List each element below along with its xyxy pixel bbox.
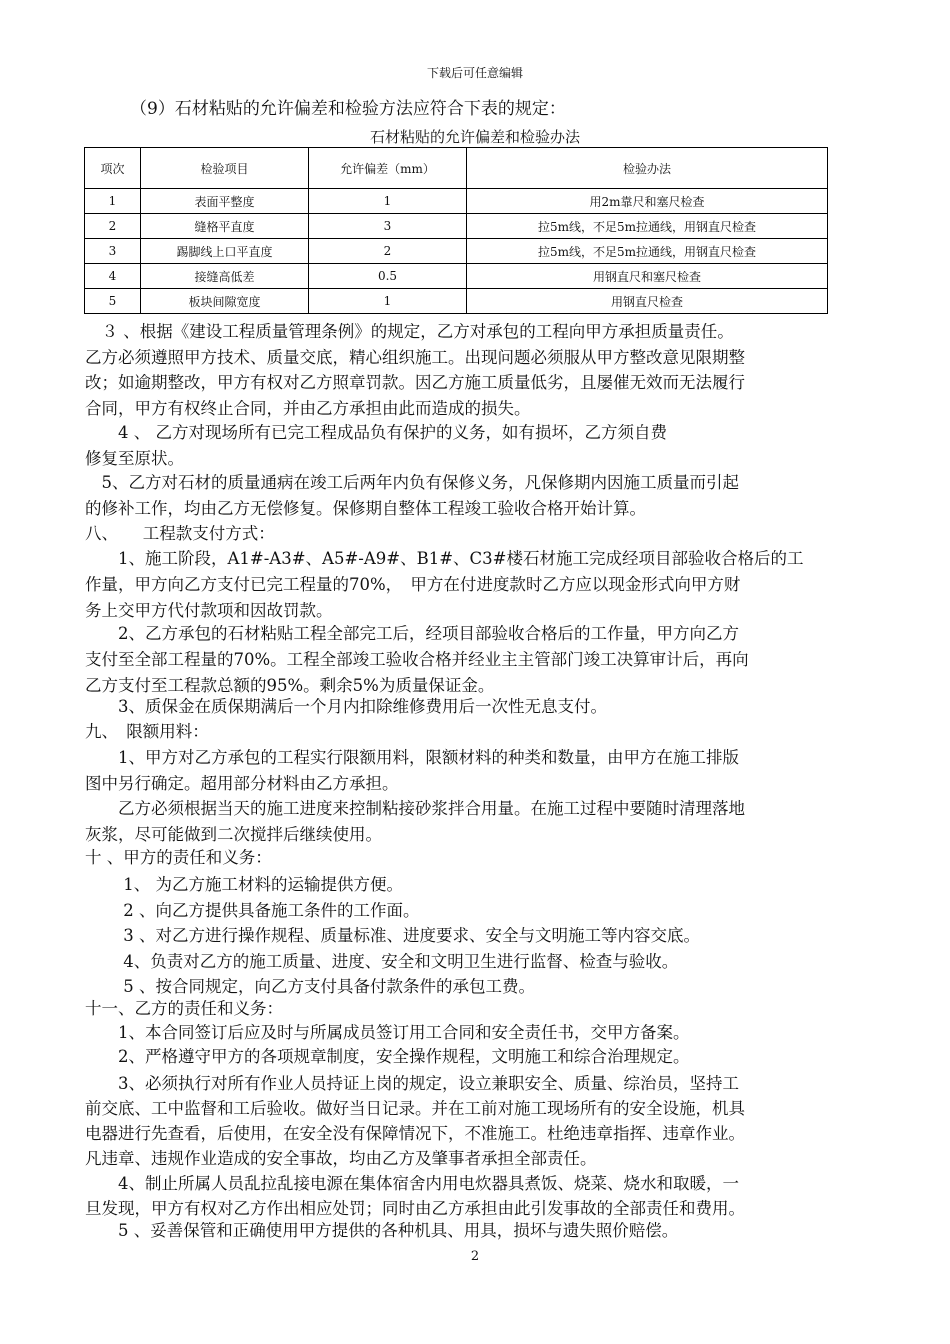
list-item: 1、 为乙方施工材料的运输提供方便。 <box>85 875 403 894</box>
section-8-item-1 <box>85 546 885 624</box>
list-item: 3 、对乙方进行操作规程、质量标准、进度要求、安全与文明施工等内容交底。 <box>85 926 700 945</box>
table-caption: 石材粘贴的允许偏差和检验办法 <box>369 128 580 146</box>
paragraph-line: 修复至原状。 <box>85 449 184 468</box>
section-11-item-5: 5 、妥善保管和正确使用甲方提供的各种机具、用具，损坏与遗失照价赔偿。 <box>85 1221 679 1240</box>
table-cell: 0.5 <box>309 264 467 289</box>
table-cell: 1 <box>85 189 141 214</box>
section-11-heading: 十一、乙方的责任和义务： <box>85 999 283 1018</box>
paragraph-line: 旦发现，甲方有权对乙方作出相应处罚；同时由乙方承担由此引发事故的全部责任和费用。 <box>85 1199 745 1218</box>
paragraph-line: ３ 、根据《建设工程质量管理条例》的规定，乙方对承包的工程向甲方承担质量责任。 <box>85 322 734 341</box>
section-11-item-4 <box>85 1171 885 1221</box>
paragraph-line: 的修补工作，均由乙方无偿修复。保修期自整体工程竣工验收合格开始计算。 <box>85 499 646 518</box>
paragraph-line: 1、甲方对乙方承包的工程实行限额用料，限额材料的种类和数量，由甲方在施工排版 <box>85 748 739 767</box>
paragraph-line: 2、乙方承包的石材粘贴工程全部完工后，经项目部验收合格后的工作量，甲方向乙方 <box>85 624 739 643</box>
section-8-item-2 <box>85 621 885 699</box>
table-header-cell: 检验项目 <box>141 148 309 189</box>
clause-4 <box>85 420 885 472</box>
section-10-items <box>85 872 885 1000</box>
table-header-row <box>85 148 828 189</box>
paragraph-line: 合同，甲方有权终止合同，并由乙方承担由此而造成的损失。 <box>85 398 531 418</box>
section-9-heading: 九、 限额用料： <box>85 722 209 741</box>
paragraph-line: 3、必须执行对所有作业人员持证上岗的规定，设立兼职安全、质量、综治员，坚持工 <box>85 1074 739 1093</box>
table-cell: 5 <box>85 289 141 314</box>
table-cell: 1 <box>309 289 467 314</box>
section-9-item-2 <box>85 796 885 848</box>
clause-5 <box>85 470 885 522</box>
table-cell: 用2m靠尺和塞尺检查 <box>467 189 828 214</box>
paragraph-line: 4 、 乙方对现场所有已完工程成品负有保护的义务，如有损坏，乙方须自费 <box>85 423 667 442</box>
table-cell: 表面平整度 <box>141 189 309 214</box>
section-9-item-1 <box>85 745 885 797</box>
section-11-item-3 <box>85 1071 885 1171</box>
section-11-item-1: 1、本合同签订后应及时与所属成员签订用工合同和安全责任书，交甲方备案。 <box>85 1023 690 1042</box>
table-cell: 用钢直尺和塞尺检查 <box>467 264 828 289</box>
paragraph-line: 灰浆，尽可能做到二次搅拌后继续使用。 <box>85 825 382 844</box>
paragraph-line: 前交底、工中监督和工后验收。做好当日记录。并在工前对施工现场所有的安全设施，机具 <box>85 1099 745 1118</box>
paragraph-line: 4、制止所属人员乱拉乱接电源在集体宿舍内用电炊器具煮饭、烧菜、烧水和取暖，一 <box>85 1174 739 1193</box>
table-row <box>85 189 828 214</box>
page-number: 2 <box>470 1249 480 1264</box>
table-cell: 拉5m线，不足5m拉通线，用钢直尺检查 <box>467 239 828 264</box>
paragraph-line: 电器进行先查看，后使用，在安全没有保障情况下，不准施工。杜绝违章指挥、违章作业。 <box>85 1124 745 1143</box>
paragraph-line: 1、施工阶段，A1#-A3#、A5#-A9#、B1#、C3#楼石材施工完成经项目部验收合格后的工 <box>85 549 804 568</box>
table-cell: 踢脚线上口平直度 <box>141 239 309 264</box>
table-cell: 3 <box>85 239 141 264</box>
paragraph-line: 作量，甲方向乙方支付已完工程量的70%， 甲方在付进度款时乙方应以现金形式向甲方财 <box>85 575 741 594</box>
table-header-cell: 检验办法 <box>467 148 828 189</box>
table-cell: 1 <box>309 189 467 214</box>
list-item: 2 、向乙方提供具备施工条件的工作面。 <box>85 900 420 920</box>
table-cell: 3 <box>309 214 467 239</box>
paragraph-line: 支付至全部工程量的70%。工程全部竣工验收合格并经业主主管部门竣工决算审计后，再向 <box>85 650 749 669</box>
table-header-cell: 允许偏差（mm） <box>309 148 467 189</box>
table-cell: 缝格平直度 <box>141 214 309 239</box>
section-8-item-3: 3、质保金在质保期满后一个月内扣除维修费用后一次性无息支付。 <box>85 697 607 716</box>
list-item: 4、负责对乙方的施工质量、进度、安全和文明卫生进行监督、检查与验收。 <box>85 951 679 971</box>
table-cell: 2 <box>309 239 467 264</box>
intro-line: （9）石材粘贴的允许偏差和检验方法应符合下表的规定： <box>130 99 566 119</box>
section-8-heading: 八、 工程款支付方式： <box>85 524 275 543</box>
table-row <box>85 289 828 314</box>
inspection-table <box>84 147 828 314</box>
table-cell: 4 <box>85 264 141 289</box>
table-row <box>85 214 828 239</box>
section-10-heading: 十 、甲方的责任和义务： <box>85 848 272 867</box>
section-11-item-2: 2、严格遵守甲方的各项规章制度，安全操作规程，文明施工和综合治理规定。 <box>85 1047 690 1066</box>
table-cell: 2 <box>85 214 141 239</box>
table-header-cell: 项次 <box>85 148 141 189</box>
paragraph-line: 乙方必须根据当天的施工进度来控制粘接砂浆拌合用量。在施工过程中要随时清理落地 <box>85 799 745 818</box>
table-row <box>85 239 828 264</box>
paragraph-line: 乙方支付至工程款总额的95%。剩余5%为质量保证金。 <box>85 676 495 695</box>
paragraph-line: 务上交甲方代付款项和因故罚款。 <box>85 601 333 620</box>
clause-3 <box>85 319 885 421</box>
paragraph-line: 图中另行确定。超用部分材料由乙方承担。 <box>85 774 399 793</box>
paragraph-line: 5、乙方对石材的质量通病在竣工后两年内负有保修义务，凡保修期内因施工质量而引起 <box>85 473 739 492</box>
table-cell: 接缝高低差 <box>141 264 309 289</box>
list-item: 5 、按合同规定，向乙方支付具备付款条件的承包工费。 <box>85 977 535 996</box>
paragraph-line: 改；如逾期整改，甲方有权对乙方照章罚款。因乙方施工质量低劣，且屡催无效而无法履行 <box>85 373 745 392</box>
page-header: 下载后可任意编辑 <box>426 66 523 80</box>
table-cell: 用钢直尺检查 <box>467 289 828 314</box>
paragraph-line: 乙方必须遵照甲方技术、质量交底，精心组织施工。出现问题必须服从甲方整改意见限期整 <box>85 347 745 367</box>
table-cell: 拉5m线，不足5m拉通线，用钢直尺检查 <box>467 214 828 239</box>
table-row <box>85 264 828 289</box>
table-cell: 板块间隙宽度 <box>141 289 309 314</box>
paragraph-line: 凡违章、违规作业造成的安全事故，均由乙方及肇事者承担全部责任。 <box>85 1149 597 1168</box>
